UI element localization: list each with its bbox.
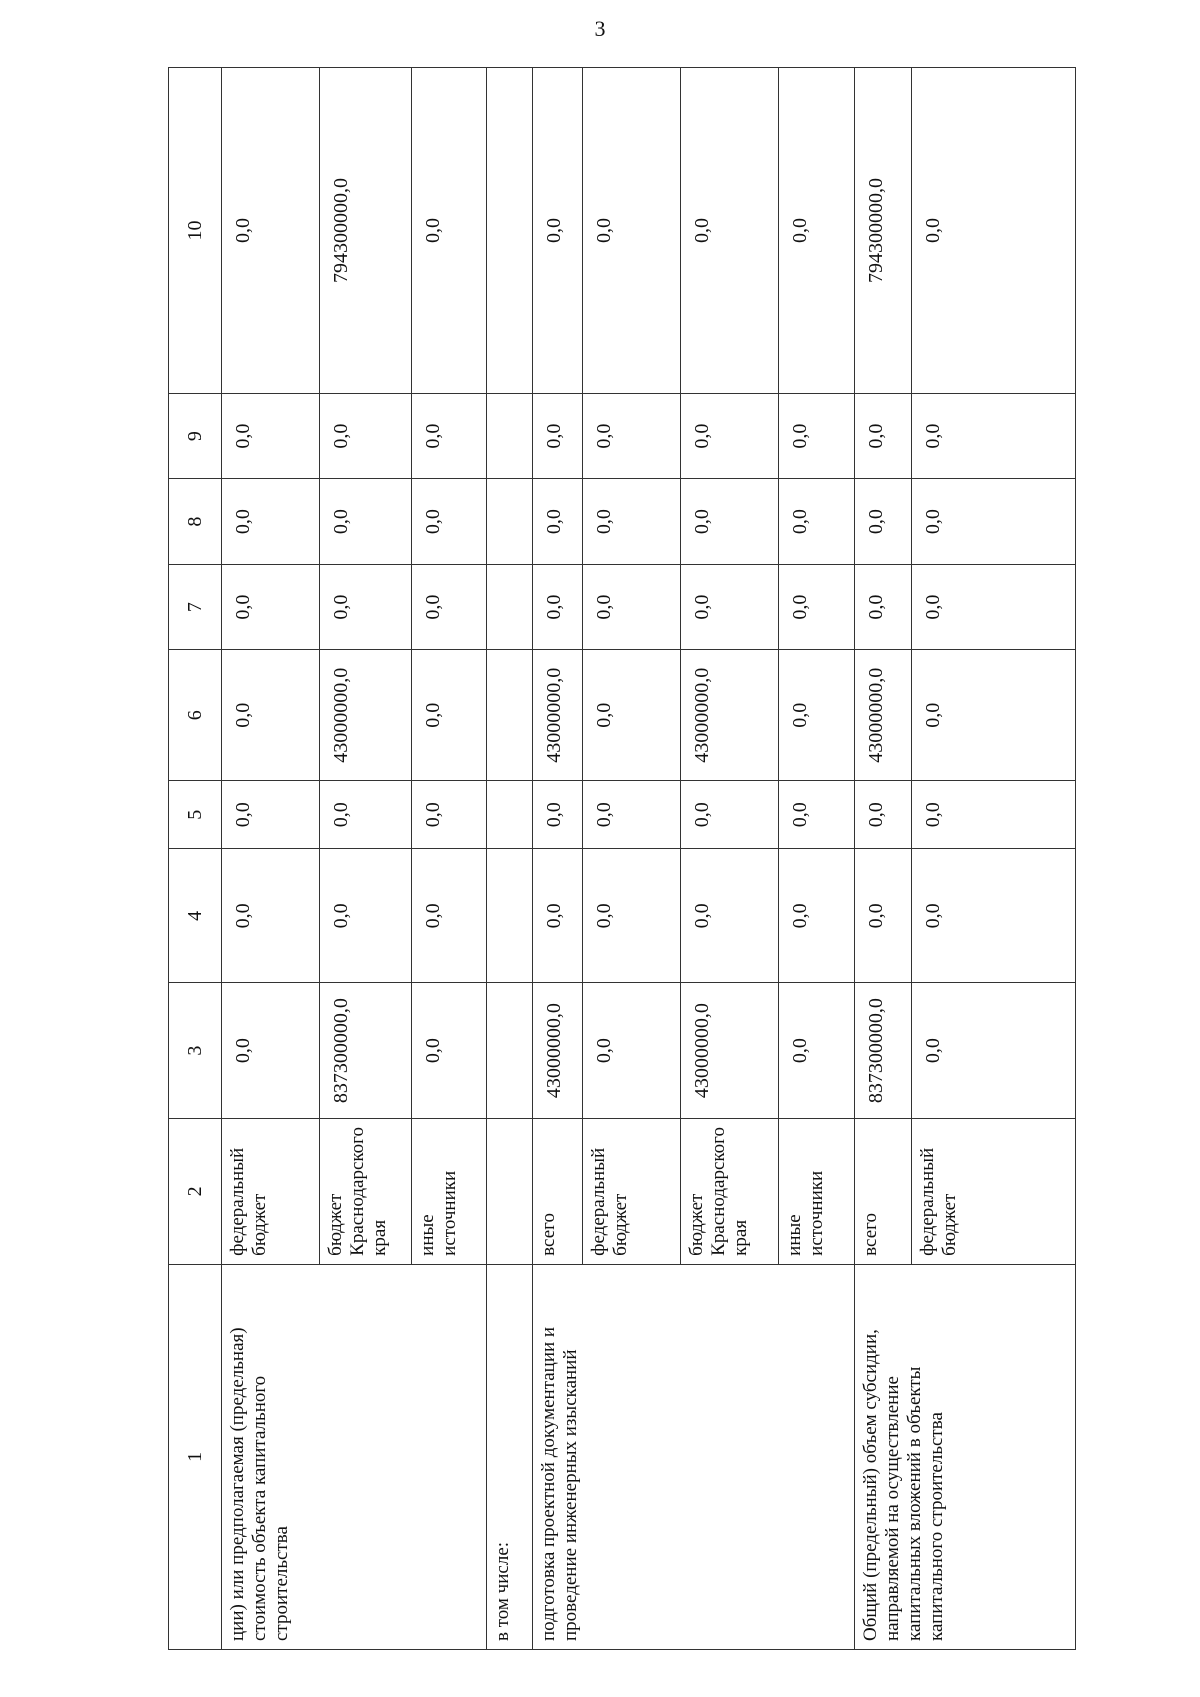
header-cell: 6 <box>169 650 222 781</box>
header-cell: 4 <box>169 849 222 983</box>
source-cell: федеральный бюджет <box>912 1118 1076 1264</box>
value-cell: 0,0 <box>533 479 583 564</box>
value-cell: 0,0 <box>222 781 320 849</box>
value-cell: 43000000,0 <box>681 983 779 1119</box>
value-cell: 0,0 <box>912 650 1076 781</box>
source-cell: бюджет Краснодарского края <box>681 1118 779 1264</box>
value-cell: 0,0 <box>412 393 487 478</box>
value-cell: 0,0 <box>779 68 855 394</box>
header-cell: 7 <box>169 564 222 649</box>
value-cell: 837300000,0 <box>320 983 412 1119</box>
rotated-table-container <box>168 67 1076 1650</box>
value-cell: 0,0 <box>779 393 855 478</box>
value-cell: 0,0 <box>583 564 681 649</box>
value-cell: 0,0 <box>779 479 855 564</box>
row-title-cell: подготовка проектной документации и проведение инженерных изысканий <box>533 1264 855 1649</box>
source-cell: бюджет Краснодарского края <box>320 1118 412 1264</box>
value-cell: 0,0 <box>583 68 681 394</box>
header-cell: 2 <box>169 1118 222 1264</box>
value-cell: 0,0 <box>222 849 320 983</box>
value-cell: 0,0 <box>533 781 583 849</box>
value-cell: 0,0 <box>222 479 320 564</box>
subheader-row <box>487 68 533 1650</box>
value-cell: 0,0 <box>583 849 681 983</box>
value-cell: 43000000,0 <box>533 983 583 1119</box>
value-cell: 0,0 <box>855 479 912 564</box>
value-cell: 0,0 <box>412 781 487 849</box>
rotated-table-wrapper <box>168 67 1076 1650</box>
table-row <box>222 68 320 1650</box>
value-cell: 43000000,0 <box>681 650 779 781</box>
header-cell: 3 <box>169 983 222 1119</box>
value-cell: 43000000,0 <box>855 650 912 781</box>
value-cell: 0,0 <box>779 781 855 849</box>
value-cell: 0,0 <box>855 781 912 849</box>
value-cell: 0,0 <box>222 983 320 1119</box>
value-cell: 0,0 <box>912 68 1076 394</box>
value-cell: 0,0 <box>681 393 779 478</box>
value-cell: 837300000,0 <box>855 983 912 1119</box>
value-cell: 0,0 <box>320 393 412 478</box>
value-cell: 0,0 <box>912 781 1076 849</box>
value-cell: 43000000,0 <box>320 650 412 781</box>
row-title-cell: ции) или предполагаемая (предельная) стоимость объекта капитального строительства <box>222 1264 487 1649</box>
header-cell: 5 <box>169 781 222 849</box>
value-cell: 0,0 <box>912 849 1076 983</box>
value-cell: 794300000,0 <box>320 68 412 394</box>
source-cell: федеральный бюджет <box>222 1118 320 1264</box>
value-cell: 0,0 <box>855 393 912 478</box>
page-number: 3 <box>594 16 606 41</box>
table-row <box>533 68 583 1650</box>
value-cell: 0,0 <box>779 650 855 781</box>
value-cell: 0,0 <box>583 479 681 564</box>
source-cell: федеральный бюджет <box>583 1118 681 1264</box>
value-cell: 0,0 <box>583 983 681 1119</box>
value-cell: 0,0 <box>779 849 855 983</box>
value-cell: 0,0 <box>533 393 583 478</box>
value-cell: 0,0 <box>222 393 320 478</box>
value-cell: 0,0 <box>320 849 412 983</box>
source-cell: всего <box>855 1118 912 1264</box>
value-cell: 0,0 <box>681 68 779 394</box>
header-cell: 9 <box>169 393 222 478</box>
value-cell: 0,0 <box>412 650 487 781</box>
value-cell: 0,0 <box>912 983 1076 1119</box>
value-cell: 0,0 <box>412 68 487 394</box>
table-row <box>855 68 912 1650</box>
row-title-cell: Общий (предельный) объем субсидии, направляемой на осуществление капитальных вложений в объекты капитального строительства <box>855 1264 1076 1649</box>
value-cell: 0,0 <box>533 564 583 649</box>
value-cell: 0,0 <box>912 479 1076 564</box>
value-cell: 0,0 <box>681 479 779 564</box>
header-cell: 8 <box>169 479 222 564</box>
value-cell: 0,0 <box>320 479 412 564</box>
value-cell: 0,0 <box>412 564 487 649</box>
value-cell: 0,0 <box>412 983 487 1119</box>
value-cell: 0,0 <box>779 564 855 649</box>
value-cell: 0,0 <box>681 564 779 649</box>
header-cell: 10 <box>169 68 222 394</box>
subheader-cell: в том числе: <box>487 1264 533 1649</box>
value-cell: 0,0 <box>583 650 681 781</box>
value-cell: 0,0 <box>912 393 1076 478</box>
source-cell: иные источники <box>779 1118 855 1264</box>
value-cell: 0,0 <box>681 781 779 849</box>
value-cell: 0,0 <box>222 564 320 649</box>
value-cell: 0,0 <box>412 479 487 564</box>
header-cell: 1 <box>169 1264 222 1649</box>
value-cell: 0,0 <box>583 393 681 478</box>
value-cell: 0,0 <box>222 68 320 394</box>
value-cell: 0,0 <box>779 983 855 1119</box>
value-cell: 0,0 <box>912 564 1076 649</box>
value-cell: 0,0 <box>320 781 412 849</box>
value-cell: 0,0 <box>855 564 912 649</box>
value-cell: 0,0 <box>855 849 912 983</box>
value-cell: 0,0 <box>222 650 320 781</box>
value-cell: 43000000,0 <box>533 650 583 781</box>
header-row <box>169 68 222 1650</box>
value-cell: 0,0 <box>533 849 583 983</box>
source-cell: иные источники <box>412 1118 487 1264</box>
value-cell: 0,0 <box>681 849 779 983</box>
value-cell: 0,0 <box>320 564 412 649</box>
value-cell: 0,0 <box>533 68 583 394</box>
value-cell: 0,0 <box>583 781 681 849</box>
value-cell: 0,0 <box>412 849 487 983</box>
funding-table <box>168 67 1076 1650</box>
source-cell: всего <box>533 1118 583 1264</box>
value-cell: 794300000,0 <box>855 68 912 394</box>
